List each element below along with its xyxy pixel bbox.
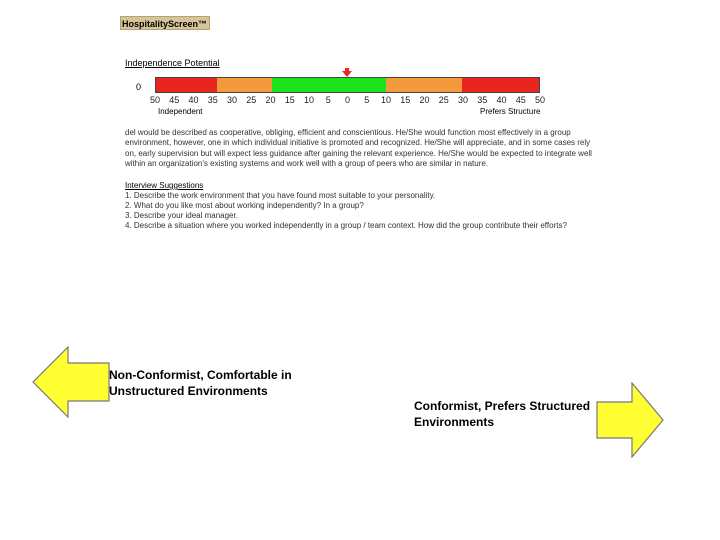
scale-tick-label: 5	[325, 95, 331, 105]
score-marker-icon	[342, 68, 352, 77]
interview-questions-list	[125, 191, 595, 231]
scale-tick-label: 30	[457, 95, 468, 105]
profile-description: del would be described as cooperative, obliging, efficient and conscientious. He/She would function most effectively in a group environment, however, one in which individual initiative is promoted and recognized. He/She will appreciate, and in some cases rely on, early supervision but will expect less guidance after gaining the relevant experience. He/She would be expected to integrate well within an organization's existing systems and work well with a group of peers who are similar in nature.	[125, 128, 592, 169]
scale-zero-label: 0	[136, 82, 142, 92]
scale-segment-orange-right	[386, 78, 463, 92]
scale-tick-label: 50	[534, 95, 545, 105]
scale-segment-green	[272, 78, 385, 92]
scale-tick-label: 45	[515, 95, 526, 105]
interview-question: 3. Describe your ideal manager.	[125, 211, 238, 220]
conformist-caption: Conformist, Prefers Structured Environments	[414, 399, 591, 429]
scale-tick-label: 25	[438, 95, 449, 105]
scale-segment-red-right	[462, 78, 539, 92]
scale-tick-label: 40	[496, 95, 507, 105]
non-conformist-caption: Non-Conformist, Comfortable in Unstructured Environments	[109, 368, 292, 398]
scale-tick-label: 5	[364, 95, 370, 105]
scale-tick-label: 40	[188, 95, 199, 105]
interview-question: 4. Describe a situation where you worked independently in a group / team context. How did the group contribute their efforts?	[125, 221, 567, 230]
section-title: Independence Potential	[125, 58, 220, 68]
independence-scale-bar	[155, 77, 540, 93]
scale-segment-orange-left	[217, 78, 272, 92]
scale-tick-label: 20	[265, 95, 276, 105]
scale-tick-label: 45	[169, 95, 180, 105]
scale-right-label: Prefers Structure	[480, 107, 541, 116]
scale-tick-label: 25	[246, 95, 257, 105]
interview-question: 2. What do you like most about working independently? In a group?	[125, 201, 364, 210]
scale-tick-label: 0	[344, 95, 350, 105]
scale-tick-label: 15	[284, 95, 295, 105]
interview-suggestions-title: Interview Suggestions	[125, 181, 204, 190]
scale-segment-red-left	[156, 78, 217, 92]
scale-tick-label: 10	[380, 95, 391, 105]
scale-tick-label: 10	[303, 95, 314, 105]
scale-tick-label: 30	[226, 95, 237, 105]
scale-left-label: Independent	[158, 107, 203, 116]
scale-tick-label: 35	[477, 95, 488, 105]
scale-tick-label: 35	[207, 95, 218, 105]
right-arrow-icon	[596, 382, 664, 458]
scale-tick-label: 50	[149, 95, 160, 105]
hospitality-screen-logo: HospitalityScreen™	[120, 16, 210, 30]
left-arrow-icon	[32, 346, 110, 418]
scale-tick-labels	[147, 95, 552, 107]
interview-question: 1. Describe the work environment that you have found most suitable to your personality.	[125, 191, 436, 200]
scale-tick-label: 15	[400, 95, 411, 105]
scale-tick-label: 20	[419, 95, 430, 105]
